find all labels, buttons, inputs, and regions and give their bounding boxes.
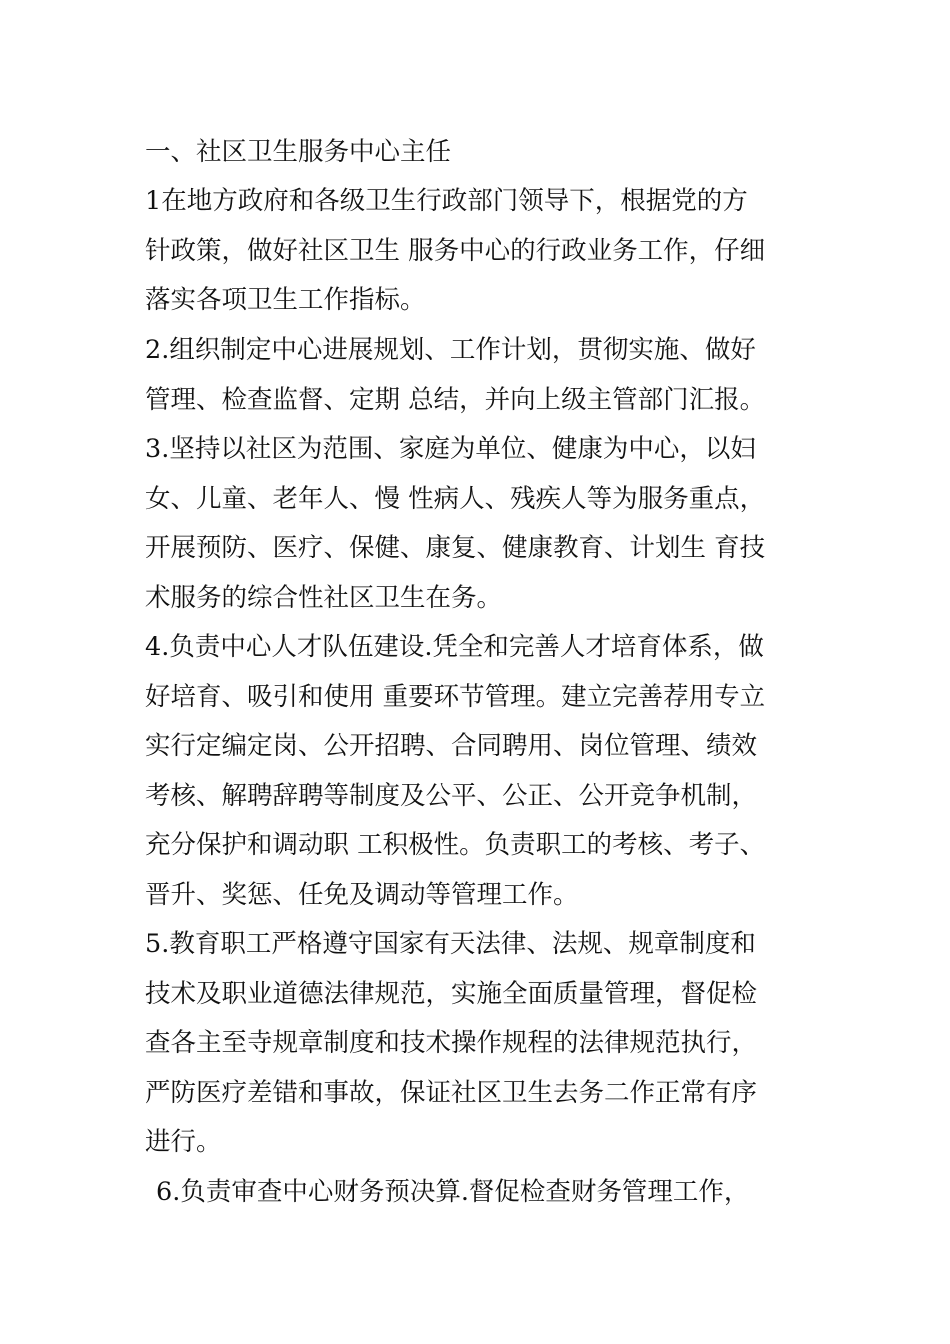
paragraph-line: 术服务的综合性社区卫生在务。: [145, 583, 503, 613]
paragraph-line: 4.负责中心人才队伍建设.凭全和完善人才培育体系，做: [145, 632, 764, 662]
paragraph-line: 好培育、吸引和使用 重要环节管理。建立完善荐用专立: [145, 682, 766, 712]
section-heading: 一、社区卫生服务中心主任: [145, 137, 452, 167]
paragraph-line: 落实各项卫生工作指标。: [145, 285, 426, 315]
paragraph-line: 严防医疗差错和事故，保证社区卫生去务二作正常有序: [145, 1078, 758, 1108]
paragraph-line: 5.教育职工严格遵守国家有天法律、法规、规章制度和: [145, 929, 756, 959]
paragraph-line: 考核、解聘辞聘等制度及公平、公正、公开竞争机制，: [145, 781, 758, 811]
paragraph-line: 1在地方政府和各级卫生行政部门领导下，根据党的方: [145, 186, 748, 216]
paragraph-line: 3.坚持以社区为范围、家庭为单位、健康为中心，以妇: [145, 434, 756, 464]
paragraph-line: 针政策，做好社区卫生 服务中心的行政业务工作，仔细: [145, 236, 766, 266]
paragraph-line: 查各主至寺规章制度和技术操作规程的法律规范执行，: [145, 1028, 758, 1058]
paragraph-line: 女、儿童、老年人、慢 性病人、残疾人等为服务重点，: [145, 484, 766, 514]
paragraph-line: 技术及职业道德法律规范，实施全面质量管理，督促检: [145, 979, 758, 1009]
paragraph-line: 实行定编定岗、公开招聘、合同聘用、岗位管理、绩效: [145, 731, 758, 761]
paragraph-line: 进行。: [145, 1127, 222, 1157]
paragraph-line: 充分保护和调动职 工积极性。负责职工的考核、考子、: [145, 830, 766, 860]
paragraph-line: 管理、检查监督、定期 总结，并向上级主管部门汇报。: [145, 385, 766, 415]
paragraph-line: 晋升、奖惩、任免及调动等管理工作。: [145, 880, 579, 910]
paragraph-line: 开展预防、医疗、保健、康复、健康教育、计划生 育技: [145, 533, 766, 563]
paragraph-line: 6.负责审查中心财务预决算.督促检查财务管理工作，: [156, 1177, 750, 1207]
paragraph-line: 2.组织制定中心进展规划、工作计划，贯彻实施、做好: [145, 335, 756, 365]
